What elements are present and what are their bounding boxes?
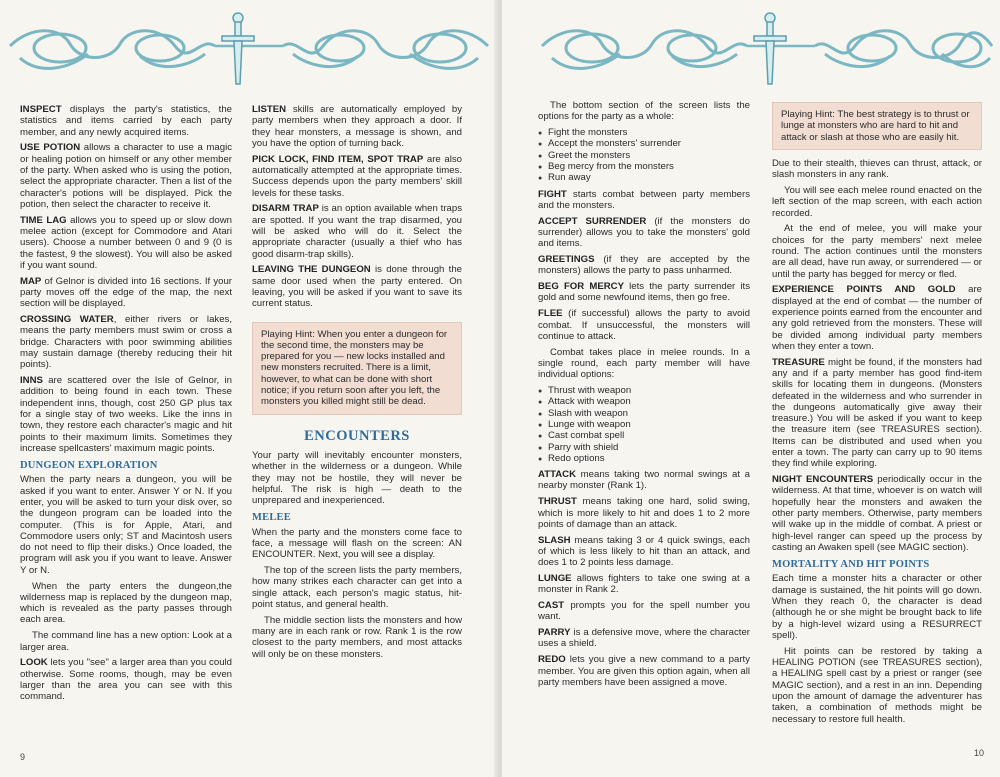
party-options-list xyxy=(538,127,750,183)
mortality-heading: MORTALITY AND HIT POINTS xyxy=(772,559,930,571)
pick-lock-term: PICK LOCK, FIND ITEM, SPOT TRAP xyxy=(252,153,424,165)
attack-term: ATTACK xyxy=(538,469,577,481)
encounters-title: ENCOUNTERS xyxy=(304,427,410,444)
list-item: ● Attack with weapon xyxy=(538,396,750,407)
night-encounters-term: NIGHT ENCOUNTERS xyxy=(772,474,874,486)
middle-section-paragraph: The middle section lists the monsters and how many are in each rank or row. Rank 1 is the row closest to the party members, and most attacks will only be on these monsters. xyxy=(252,614,462,660)
inspect-term: INSPECT xyxy=(20,104,62,115)
dungeon-paragraph: When the party nears a dungeon, you will be asked if you want to enter. Answer Y or N. If you enter, you will be asked to turn your disk over, so the dungeon program can be loaded into the computer. (This is for Apple, Atari, and Commodore users only; ST and Macintosh users do not need to flip their disks.) Once loaded, the program will ask you if you want to leave. Answer Y or N. xyxy=(20,474,232,576)
slash-term: SLASH xyxy=(538,534,571,546)
list-item: ● Greet the monsters xyxy=(538,150,750,161)
left-column-1: INSPECT displays the party's statistics, the statistics and items carried by each party member, and any newly acquired items. USE POTION allows a character to use a magic or healing potion on himself or any other member of the party. When asked who is using the potion, select the appropriate character. Then a list of the character's potions will be displayed. Pick the potion, then select the character to receive it. TIME LAG allows you to speed up or slow down melee action (except for Commodore and Atari users). Choose a number between 0 and 9 (0 is the fastest, 9 the slowest). You will also be asked if you want sound. MAP of Gelnor is divided into 16 sections. If your party moves off the edge of the map, the next section will be displayed. CROSSING WATER, either rivers or lakes, means the party members must swim or cross a bridge. Characters with poor swimming abilities may sustain damage (thereby reducing their hit points). INNS are scattered over the Isle of Gelnor, in addition to being found in each town. These independent inns, though, cost 250 GP plus tax for a single stay of two weeks. Like the inns in town, they restore each character's magic and hit points to their maximum limits. Sometimes they increase spellcasters' maximum magic points. DUNGEON EXPLORATION When the party nears a dungeon, you will be asked if you want to enter. Answer Y or N. If you enter, you will be asked to turn your disk over, so the dungeon program can be loaded into the computer. (This is for Apple, Atari, and Commodore users only; ST and Macintosh users do not need to flip their disks.) Once loaded, the program will ask you if you want to leave. Answer Y or N. When the party enters the dungeon,the wilderness map is replaced by the dungeon map, which is revealed as the party passes through each area. The command line has a new option: Look at a larger area. LOOK lets you "see" a larger area than you could otherwise. Some rooms, though, may be even larger than the area you can see with this command. xyxy=(20,104,233,703)
playing-hint-strategy: Playing Hint: The best strategy is to thrust or lunge at monsters who are hard to hit and attack or slash at those who are easily hit. xyxy=(772,102,982,150)
melee-round-paragraph: You will see each melee round enacted on the left section of the map screen, with each action recorded. xyxy=(772,184,982,219)
list-item: ● Slash with weapon xyxy=(538,408,750,419)
melee-heading: MELEE xyxy=(252,512,291,524)
list-item: ● Parry with shield xyxy=(538,442,750,453)
listen-term: LISTEN xyxy=(252,104,287,115)
use-potion-term: USE POTION xyxy=(20,142,81,154)
page-number-left: 9 xyxy=(20,752,26,762)
melee-paragraph: When the party and the monsters come face to face, a message will flash on the screen: AN ENCOUNTER. Next, you will see a display. xyxy=(252,526,462,561)
list-item: ● Lunge with weapon xyxy=(538,419,750,430)
cast-term: CAST xyxy=(538,600,565,612)
left-page xyxy=(0,0,498,777)
member-options-list xyxy=(538,385,750,464)
redo-term: REDO xyxy=(538,654,566,666)
command-line-paragraph: The command line has a new option: Look at a larger area. xyxy=(20,630,232,653)
list-item: ● Redo options xyxy=(538,453,750,464)
dungeon-map-paragraph: When the party enters the dungeon,the wilderness map is replaced by the dungeon map, which is revealed as the party passes through each area. xyxy=(20,580,232,626)
playing-hint-dungeon: Playing Hint: When you enter a dungeon for the second time, the monsters may be prepared for you — new locks installed and new monsters recruited. There is a limit, however, to what can be done with short notice; if you return soon after you left, the monsters you killed might still be dead. xyxy=(252,322,462,415)
restore-paragraph: Hit points can be restored by taking a HEALING POTION (see TREASURES section), a HEALING spell cast by a priest or ranger (see MAGIC section), and a rest in an inn. Depending upon the amount of damage the adventurer has taken, a combination of methods might be necessary to restore full health. xyxy=(772,645,982,725)
thrust-term: THRUST xyxy=(538,496,577,508)
celtic-sword-border-icon xyxy=(0,6,498,86)
right-column-1: The bottom section of the screen lists the options for the party as a whole: ● Fight the monsters ● Accept the monsters' surrender ● Greet the monsters ● Beg mercy from the monsters ● Run away FIGHT starts combat between party members and the monsters. ACCEPT SURRENDER (if the monsters do surrender) allows you to take the monsters' gold and items. GREETINGS (if they are accepted by the monsters) allows the party to pass unharmed. BEG FOR MERCY lets the party surrender its gold and some newfound items, then go free. FLEE (if successful) allows the party to avoid combat. If unsuccessful, the monsters will continue to attack. Combat takes place in melee rounds. In a single round, each party member will have individual options: ● Thrust with weapon ● Attack with weapon ● Slash with weapon ● Lunge with weapon ● Cast combat spell ● Parry with shield ● Redo options ATTACK means taking two normal swings at a nearby monster (Rank 1). THRUST means taking one hard, solid swing, which is more likely to hit and does 1 to 2 more points of damage than an attack. SLASH means taking 3 or 4 quick swings, each of which is less likely to hit than an attack, and does 1 to 2 points less damage. LUNGE allows fighters to take one swing at a monster in Rank 2. CAST prompts you for the spell number you want. PARRY is a defensive move, where the character uses a shield. REDO lets you give a new command to a party member. You are given this option again, when all party members have been assigned a move. xyxy=(538,100,750,693)
look-term: LOOK xyxy=(20,657,48,669)
list-item: ● Fight the monsters xyxy=(538,127,750,138)
hit-points-paragraph: Each time a monster hits a character or other damage is sustained, the hit points will go down. When they reach 0, the character is dead (although he or she might be brought back to life by a high-level wizard using a RESURRECT spell). xyxy=(772,573,982,641)
encounters-paragraph: Your party will inevitably encounter monsters, whether in the wilderness or a dungeon. While they may not be hostile, they will never be helpful. The risk is high — death to the unprepared and inexperienced. xyxy=(252,449,462,507)
lunge-term: LUNGE xyxy=(538,572,572,584)
celtic-sword-border-right-icon xyxy=(502,6,1000,86)
list-item: ● Run away xyxy=(538,172,750,183)
list-item: ● Accept the monsters' surrender xyxy=(538,138,750,149)
melee-rounds-paragraph: Combat takes place in melee rounds. In a single round, each party member will have individual options: xyxy=(538,346,750,381)
list-item: ● Cast combat spell xyxy=(538,430,750,441)
map-term: MAP xyxy=(20,275,42,287)
flee-term: FLEE xyxy=(538,308,563,320)
time-lag-term: TIME LAG xyxy=(20,214,67,226)
top-screen-paragraph: The top of the screen lists the party members, how many strikes each character can get into a single attack, each person's magic status, hit-point status, and general health. xyxy=(252,565,462,610)
leaving-dungeon-term: LEAVING THE DUNGEON xyxy=(252,264,371,276)
right-column-2: Playing Hint: The best strategy is to thrust or lunge at monsters who are hard to hit and attack or slash at those who are easily hit. Due to their stealth, thieves can thrust, attack, or slash monsters in any rank. You will see each melee round enacted on the left section of the map screen, with each action recorded. At the end of melee, you will make your choices for the party members' next melee round. The action continues until the monsters are all dead, have run away, or surrendered — or until the party has begged for mercy or fled. EXPERIENCE POINTS AND GOLD are displayed at the end of combat — the number of experience points earned from the encounter and any gold retrieved from the monsters. These will be divided among individual party members when they enter a town. TREASURE might be found, if the monsters had any and if a party member has good find-item skills for locating them in dungeons. (Monsters defeated in the wilderness and who surrender in the dungeons automatically give away their treasure.) You will be asked if you want to keep the treasure item (see TREASURES section). Items can be distributed and used when you enter a town. The party can carry up to 90 items they find while exploring. NIGHT ENCOUNTERS periodically occur in the wilderness. At that time, whoever is on watch will hopefully hear the monsters and awaken the other party members. Otherwise, party members will wake up in the middle of combat. A priest or high-level ranger can speed up the process by casting an Awaken spell (see MAGIC section). MORTALITY AND HIT POINTS Each time a monster hits a character or other damage is sustained, the hit points will go down. When they reach 0, the character is dead (although he or she might be brought back to life by a high-level wizard using a RESURRECT spell). Hit points can be restored by taking a HEALING POTION (see TREASURES section), a HEALING spell cast by a priest or ranger (see MAGIC section), and a rest in an inn. Depending upon the amount of damage the adventurer has taken, a combination of methods might be necessary to restore full health. xyxy=(772,100,982,729)
thieves-paragraph: Due to their stealth, thieves can thrust, attack, or slash monsters in any rank. xyxy=(772,157,982,181)
end-melee-paragraph: At the end of melee, you will make your choices for the party members' next melee round. The action continues until the monsters are all dead, have run away, or surrendered — or until the party has begged for mercy or fled. xyxy=(772,223,982,280)
disarm-trap-term: DISARM TRAP xyxy=(252,203,319,215)
left-column-2: LISTEN skills are automatically employed by party members when they approach a door. If they hear monsters, a message is shown, and you have the option of turning back. PICK LOCK, FIND ITEM, SPOT TRAP are also automatically attempted at the appropriate times. Success depends upon the party members' skill levels for these tasks. DISARM TRAP is an option available when traps are spotted. If you want the trap disarmed, you will be asked who will do it. Select the appropriate character (usually a thief who has good disarm-trap skills). LEAVING THE DUNGEON is done through the same door used when the party entered. On leaving, you will be asked if you want to save its current status. Playing Hint: When you enter a dungeon for the second time, the monsters may be prepared for you — new locks installed and new monsters recruited. There is a limit, however, to what can be done with short notice; if you return soon after you left, the monsters you killed might still be dead. ENCOUNTERS Your party will inevitably encounter monsters, whether in the wilderness or a dungeon. While they may not be hostile, they will never be helpful. The risk is high — death to the unprepared and inexperienced. MELEE When the party and the monsters come face to face, a message will flash on the screen: AN ENCOUNTER. Next, you will see a display. The top of the screen lists the party members, how many strikes each character can get into a single attack, each person's magic status, hit-point status, and general health. The middle section lists the monsters and how many are in each rank or row. Rank 1 is the row closest to the party members, and most attacks will only be on these monsters. xyxy=(252,104,463,660)
right-page xyxy=(502,0,1000,777)
treasure-term: TREASURE xyxy=(772,356,825,368)
page-number-right: 10 xyxy=(974,748,985,758)
inns-term: INNS xyxy=(20,375,43,387)
list-item: ● Beg mercy from the monsters xyxy=(538,161,750,172)
fight-term: FIGHT xyxy=(538,188,567,200)
list-item: ● Thrust with weapon xyxy=(538,385,750,396)
crossing-water-term: CROSSING WATER xyxy=(20,314,114,326)
experience-term: EXPERIENCE POINTS AND GOLD xyxy=(772,284,956,296)
accept-surrender-term: ACCEPT SURRENDER xyxy=(538,215,647,227)
parry-term: PARRY xyxy=(538,627,571,639)
bottom-section-paragraph: The bottom section of the screen lists the options for the party as a whole: xyxy=(538,100,750,123)
beg-for-mercy-term: BEG FOR MERCY xyxy=(538,281,624,293)
greetings-term: GREETINGS xyxy=(538,254,595,266)
dungeon-exploration-heading: DUNGEON EXPLORATION xyxy=(20,460,158,472)
